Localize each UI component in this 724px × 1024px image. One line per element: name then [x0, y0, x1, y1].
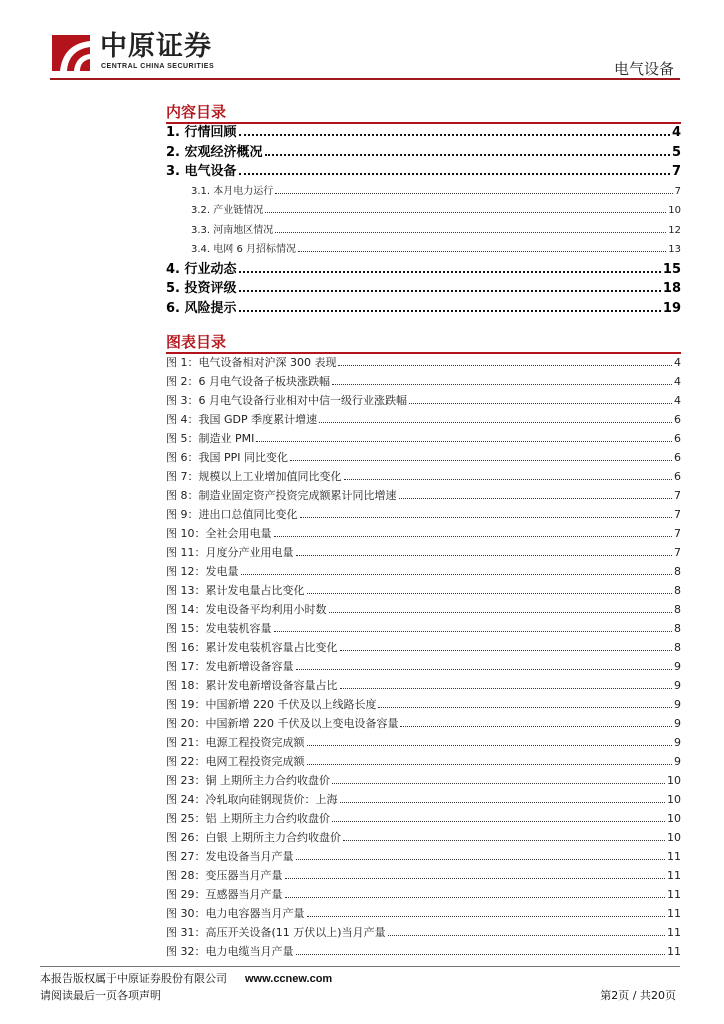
entry-page-number: 9	[674, 717, 681, 730]
entry-page-number: 8	[674, 641, 681, 654]
dot-leader	[307, 583, 673, 594]
entry-label: 3.1. 本月电力运行	[191, 185, 274, 197]
entry-page-number: 6	[674, 432, 681, 445]
section-label: 电气设备	[613, 60, 674, 78]
entry-label: 图 28：变压器当月产量	[166, 869, 283, 882]
entry-page-number: 4	[674, 394, 681, 407]
entry-label: 3.2. 产业链情况	[191, 205, 264, 216]
entry-page-number: 8	[674, 584, 681, 597]
dot-leader	[332, 811, 665, 822]
dot-leader	[274, 621, 673, 632]
figure-entry[interactable]	[166, 657, 681, 676]
entry-label: 4. 行业动态	[166, 261, 237, 277]
dot-leader	[329, 602, 673, 613]
dot-leader	[239, 163, 670, 175]
figure-entry[interactable]	[166, 828, 681, 847]
figure-entry[interactable]	[166, 676, 681, 695]
dot-leader	[340, 678, 673, 689]
figure-entry[interactable]	[166, 486, 681, 505]
entry-label: 图 31：高压开关设备(11 万伏以上)当月产量	[166, 926, 386, 939]
dot-leader	[298, 241, 666, 252]
dot-leader	[296, 944, 666, 955]
entry-page-number: 11	[667, 888, 681, 901]
entry-page-number: 11	[667, 945, 681, 958]
toc-entry[interactable]	[166, 260, 681, 280]
entry-label: 图 10：全社会用电量	[166, 527, 272, 540]
dot-leader	[399, 488, 673, 499]
entry-label: 图 13：累计发电量占比变化	[166, 584, 305, 597]
entry-label: 图 27：发电设备当月产量	[166, 850, 294, 863]
entry-page-number: 4	[674, 375, 681, 388]
figures-list	[166, 353, 681, 961]
toc-entry[interactable]	[166, 201, 681, 221]
figure-entry[interactable]	[166, 410, 681, 429]
figure-entry[interactable]	[166, 695, 681, 714]
figure-entry[interactable]	[166, 505, 681, 524]
figures-heading: 图表目录	[166, 333, 227, 351]
dot-leader	[300, 507, 673, 518]
figure-entry[interactable]	[166, 923, 681, 942]
entry-label: 1. 行情回顾	[166, 125, 237, 140]
entry-page-number: 10	[668, 205, 681, 216]
figure-entry[interactable]	[166, 429, 681, 448]
dot-leader	[239, 280, 661, 292]
dot-leader	[275, 222, 666, 233]
entry-label: 图 18：累计发电新增设备容量占比	[166, 679, 338, 692]
figure-entry[interactable]	[166, 372, 681, 391]
entry-label: 图 24：冷轧取向硅钢现货价：上海	[166, 793, 338, 806]
entry-label: 图 17：发电新增设备容量	[166, 660, 294, 673]
figure-entry[interactable]	[166, 448, 681, 467]
entry-label: 图 6：我国 PPI 同比变化	[166, 451, 288, 464]
dot-leader	[388, 925, 665, 936]
entry-label: 图 21：电源工程投资完成额	[166, 736, 305, 749]
entry-label: 图 12：发电量	[166, 565, 239, 578]
entry-page-number: 7	[674, 185, 681, 197]
footer-disclaimer: 请阅读最后一页各项声明	[40, 989, 161, 1002]
entry-page-number: 11	[667, 907, 681, 920]
entry-page-number: 8	[674, 622, 681, 635]
figure-entry[interactable]	[166, 714, 681, 733]
figure-entry[interactable]	[166, 809, 681, 828]
entry-page-number: 8	[674, 565, 681, 578]
toc-entry[interactable]	[166, 221, 681, 241]
contents-list	[166, 123, 681, 318]
figure-entry[interactable]	[166, 771, 681, 790]
entry-page-number: 6	[674, 451, 681, 464]
logo-icon	[50, 33, 92, 73]
figure-entry[interactable]	[166, 752, 681, 771]
toc-entry[interactable]	[166, 279, 681, 299]
entry-label: 图 2：6 月电气设备子板块涨跌幅	[166, 375, 330, 388]
dot-leader	[340, 640, 673, 651]
entry-page-number: 11	[667, 869, 681, 882]
entry-page-number: 10	[667, 774, 681, 787]
logo-chinese-name: 中原证券	[100, 31, 212, 62]
figure-entry[interactable]	[166, 600, 681, 619]
dot-leader	[332, 374, 672, 385]
entry-page-number: 7	[674, 546, 681, 559]
figure-entry[interactable]	[166, 904, 681, 923]
dot-leader	[239, 261, 661, 273]
toc-entry[interactable]	[166, 123, 681, 143]
dot-leader	[239, 300, 661, 312]
figure-entry[interactable]	[166, 885, 681, 904]
dot-leader	[344, 469, 673, 480]
dot-leader	[275, 183, 672, 194]
entry-label: 图 15：发电装机容量	[166, 622, 272, 635]
dot-leader	[319, 412, 672, 423]
entry-label: 图 22：电网工程投资完成额	[166, 755, 305, 768]
entry-label: 图 32：电力电缆当月产量	[166, 945, 294, 958]
toc-entry[interactable]	[166, 182, 681, 202]
logo-english-name: CENTRAL CHINA SECURITIES	[101, 63, 215, 70]
footer-copyright	[40, 970, 332, 986]
entry-label: 图 9：进出口总值同比变化	[166, 508, 298, 521]
figure-entry[interactable]	[166, 638, 681, 657]
entry-page-number: 5	[671, 144, 681, 160]
entry-page-number: 12	[668, 224, 681, 236]
dot-leader	[332, 773, 665, 784]
figure-entry[interactable]	[166, 619, 681, 638]
entry-label: 图 5：制造业 PMI	[166, 432, 255, 445]
entry-page-number: 4	[671, 125, 681, 140]
dot-leader	[241, 564, 673, 575]
entry-label: 图 29：互感器当月产量	[166, 888, 283, 901]
entry-label: 图 11：月度分产业用电量	[166, 546, 294, 559]
entry-label: 图 3：6 月电气设备行业相对中信一级行业涨跌幅	[166, 394, 407, 407]
dot-leader	[285, 887, 666, 898]
dot-leader	[256, 431, 672, 442]
footer-divider	[40, 966, 680, 967]
entry-page-number: 18	[662, 281, 681, 296]
entry-label: 图 23：铜 上期所主力合约收盘价	[166, 774, 330, 787]
entry-label: 3.3. 河南地区情况	[191, 224, 274, 236]
entry-page-number: 13	[668, 244, 681, 255]
entry-label: 图 7：规模以上工业增加值同比变化	[166, 470, 342, 483]
dot-leader	[239, 124, 670, 136]
entry-page-number: 9	[674, 736, 681, 749]
figure-entry[interactable]	[166, 790, 681, 809]
entry-page-number: 6	[674, 413, 681, 426]
figure-entry[interactable]	[166, 581, 681, 600]
entry-page-number: 11	[667, 926, 681, 939]
entry-page-number: 4	[674, 356, 681, 369]
entry-label: 3. 电气设备	[166, 164, 237, 179]
entry-page-number: 9	[674, 660, 681, 673]
entry-page-number: 10	[667, 812, 681, 825]
entry-page-number: 8	[674, 603, 681, 616]
contents-heading: 内容目录	[166, 103, 227, 121]
figure-entry[interactable]	[166, 391, 681, 410]
entry-label: 图 1：电气设备相对沪深 300 表现	[166, 356, 337, 369]
entry-label: 2. 宏观经济概况	[166, 144, 263, 160]
entry-page-number: 9	[674, 679, 681, 692]
figure-entry[interactable]	[166, 562, 681, 581]
entry-label: 图 25：铝 上期所主力合约收盘价	[166, 812, 330, 825]
entry-page-number: 11	[667, 850, 681, 863]
entry-label: 图 26：白银 上期所主力合约收盘价	[166, 831, 341, 844]
entry-label: 图 19：中国新增 220 千伏及以上线路长度	[166, 698, 377, 711]
figure-entry[interactable]	[166, 543, 681, 562]
entry-page-number: 7	[674, 489, 681, 502]
dot-leader	[290, 450, 672, 461]
header-divider	[50, 78, 680, 80]
entry-label: 图 4：我国 GDP 季度累计增速	[166, 413, 318, 426]
toc-entry[interactable]	[166, 240, 681, 260]
entry-page-number: 7	[674, 508, 681, 521]
figure-entry[interactable]	[166, 847, 681, 866]
dot-leader	[378, 697, 672, 708]
entry-label: 图 20：中国新增 220 千伏及以上变电设备容量	[166, 717, 399, 730]
entry-label: 图 30：电力电容器当月产量	[166, 907, 305, 920]
dot-leader	[338, 355, 672, 366]
entry-page-number: 15	[662, 261, 681, 277]
dot-leader	[307, 754, 673, 765]
figure-entry[interactable]	[166, 866, 681, 885]
entry-page-number: 9	[674, 755, 681, 768]
entry-page-number: 10	[667, 831, 681, 844]
toc-entry[interactable]	[166, 299, 681, 319]
dot-leader	[296, 545, 673, 556]
entry-label: 5. 投资评级	[166, 281, 237, 296]
entry-label: 6. 风险提示	[166, 300, 237, 316]
dot-leader	[274, 526, 673, 537]
website-link[interactable]: www.ccnew.com	[245, 973, 333, 985]
figure-entry[interactable]	[166, 733, 681, 752]
figure-entry[interactable]	[166, 942, 681, 961]
entry-page-number: 6	[674, 470, 681, 483]
dot-leader	[265, 144, 670, 156]
dot-leader	[285, 868, 666, 879]
dot-leader	[307, 906, 666, 917]
entry-label: 图 14：发电设备平均利用小时数	[166, 603, 327, 616]
dot-leader	[400, 716, 672, 727]
entry-label: 图 8：制造业固定资产投资完成额累计同比增速	[166, 489, 397, 502]
figure-entry[interactable]	[166, 467, 681, 486]
figure-entry[interactable]	[166, 524, 681, 543]
figure-entry[interactable]	[166, 353, 681, 372]
dot-leader	[265, 202, 666, 213]
entry-page-number: 10	[667, 793, 681, 806]
entry-page-number: 7	[674, 527, 681, 540]
dot-leader	[307, 735, 673, 746]
dot-leader	[296, 659, 673, 670]
toc-entry[interactable]	[166, 143, 681, 163]
entry-label: 3.4. 电网 6 月招标情况	[191, 244, 296, 255]
toc-entry[interactable]	[166, 162, 681, 182]
page-number: 第2页 / 共20页	[600, 989, 676, 1002]
entry-page-number: 19	[662, 300, 681, 316]
dot-leader	[409, 393, 672, 404]
entry-label: 图 16：累计发电装机容量占比变化	[166, 641, 338, 654]
dot-leader	[343, 830, 665, 841]
page-header	[0, 0, 724, 80]
entry-page-number: 9	[674, 698, 681, 711]
entry-page-number: 7	[671, 164, 681, 179]
dot-leader	[340, 792, 666, 803]
copyright-text: 本报告版权属于中原证券股份有限公司	[40, 972, 227, 985]
dot-leader	[296, 849, 666, 860]
